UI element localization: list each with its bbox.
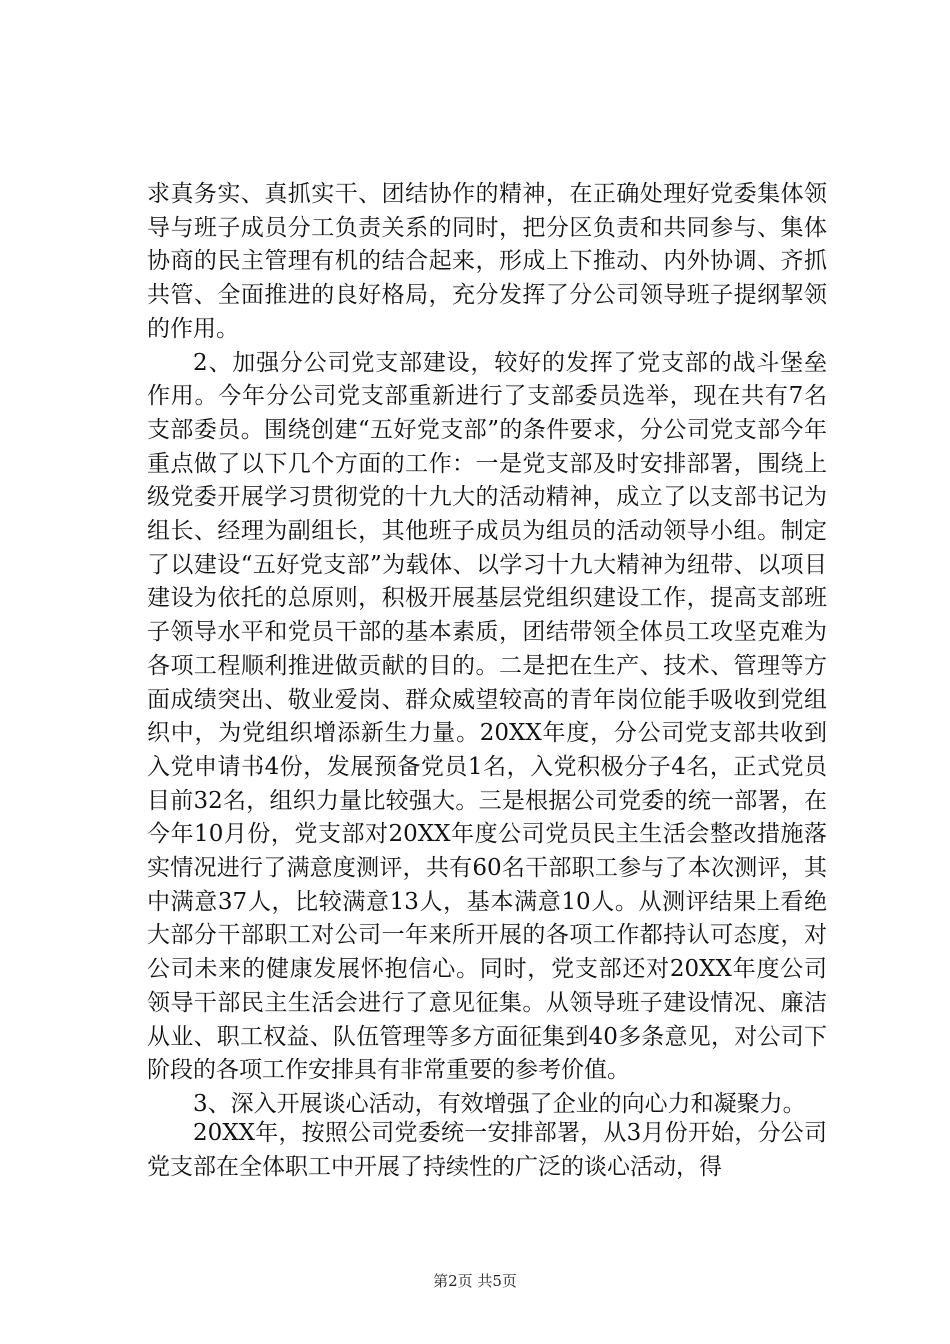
paragraph-talk-activities: 20XX年，按照公司党委统一安排部署，从3月份开始，分公司党支部在全体职工中开展了持续性的广泛的谈心活动，得 <box>147 1120 827 1180</box>
body-text-top <box>147 178 827 1122</box>
paragraph-party-branch: 2、加强分公司党支部建设，较好的发挥了党支部的战斗堡垒作用。今年分公司党支部重新进行了支部委员选举，现在共有7名支部委员。围绕创建“五好党支部”的条件要求，分公司党支部今年重点做了以下几个方面的工作：一是党支部及时安排部署，围绕上级党委开展学习贯彻党的十九大的活动精神，成立了以支部书记为组长、经理为副组长，其他班子成员为组员的活动领导小组。制定了以建设“五好党支部”为载体、以学习十九大精神为纽带、以项目建设为依托的总原则，积极开展基层党组织建设工作，提高支部班子领导水平和党员干部的基本素质，团结带领全体员工攻坚克难为各项工程顺利推进做贡献的目的。二是把在生产、技术、管理等方面成绩突出、敬业爱岗、群众威望较高的青年岗位能手吸收到党组织中，为党组织增添新生力量。20XX年度，分公司党支部共收到入党申请书4份，发展预备党员1名，入党积极分子4名，正式党员目前32名，组织力量比较强大。三是根据公司党委的统一部署，在今年10月份，党支部对20XX年度公司党员民主生活会整改措施落实情况进行了满意度测评，共有60名干部职工参与了本次测评，其中满意37人，比较满意13人，基本满意10人。从测评结果上看绝大部分干部职工对公司一年来所开展的各项工作都持认可态度，对公司未来的健康发展怀抱信心。同时，党支部还对20XX年度公司领导干部民主生活会进行了意见征集。从领导班子建设情况、廉洁从业、职工权益、队伍管理等多方面征集到40多条意见，对公司下阶段的各项工作安排具有非常重要的参考价值。 <box>147 349 827 1084</box>
paragraph-continuation: 求真务实、真抓实干、团结协作的精神，在正确处理好党委集体领导与班子成员分工负责关系的同时，把分区负责和共同参与、集体协商的民主管理有机的结合起来，形成上下推动、内外协调、齐抓共管、全面推进的良好格局，充分发挥了分公司领导班子提纲挈领的作用。 <box>147 181 827 342</box>
page-number-footer: 第2页 共5页 <box>433 1272 517 1290</box>
paragraph-heading-talks: 3、深入开展谈心活动，有效增强了企业的向心力和凝聚力。 <box>193 1090 806 1117</box>
body-text-bottom <box>147 1117 827 1184</box>
